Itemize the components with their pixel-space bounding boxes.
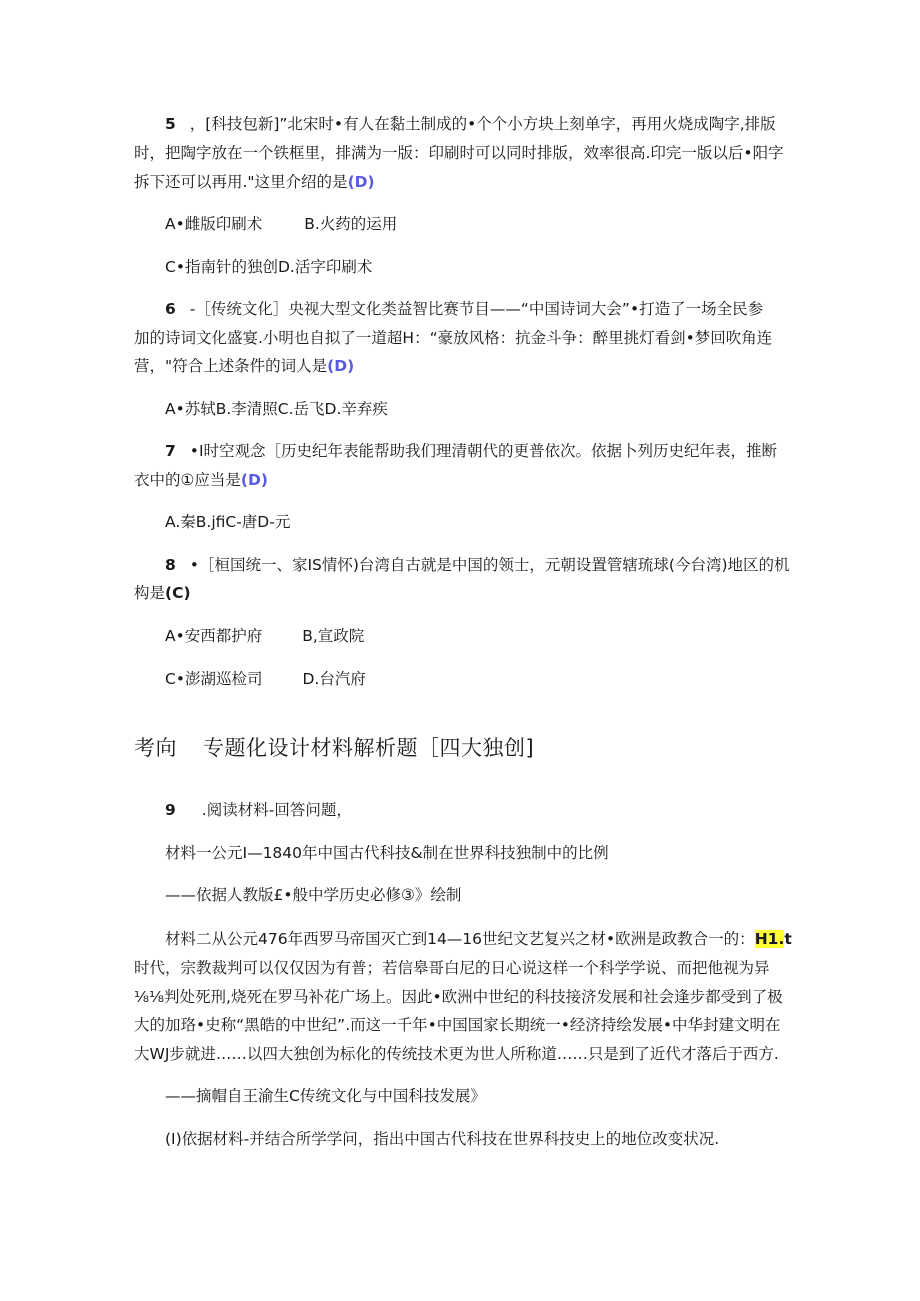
q9-material-2-line-3: ⅛⅛判处死刑,烧死在罗马补花广场上。因此•欧洲中世纪的科技接济发展和社会逢步都受到了极: [134, 988, 783, 1006]
q5-line-2: 时，把陶字放在一个铁框里，排满为一版：印刷时可以同时排版，效率很高.印完一版以后•阳字: [134, 144, 784, 162]
q9-material-2-line-4: 大的加珞•史称“黑皓的中世纪”.而这一千年•中国国家长期统一•经济持绘发展•中华封建文明在: [134, 1016, 781, 1034]
q5-line-3: [134, 172, 375, 192]
q8-options-ab: [165, 626, 364, 646]
q5-text-1: ，[科技包新]”北宋时•有人在黏土制成的•个个小方块上刻单字，再用火烧成陶字,排版: [189, 115, 776, 133]
q7-line-1: [165, 441, 777, 461]
q8-answer: (C): [165, 584, 191, 602]
q5-options-cd: C•指南针的独创D.活字印刷术: [165, 258, 373, 276]
q9-material-2-line-1: [165, 929, 792, 949]
q6-line-1: [165, 299, 763, 319]
q5-option-b: B.火药的运用: [304, 215, 398, 233]
q8-text-2: 构是: [134, 584, 166, 602]
q5-line-1: [165, 114, 776, 134]
q9-line-1: [165, 800, 352, 820]
q6-line-2: 加的诗词文化盛宴.小明也自拟了一道超H：“豪放风格：抗金斗争：醉里挑灯看剑•梦回吹角连: [134, 329, 773, 347]
q5-answer: (D): [347, 173, 375, 191]
q9-m2-t: t: [784, 930, 792, 948]
q7-text-1: •I时空观念［历史纪年表能帮助我们理清朝代的更普依次。依据卜列历史纪年表，推断: [189, 442, 778, 460]
q9-material-2-line-2: 时代，宗教裁判可以仅仅因为有普；若信皋哥白尼的日心说这样一个科学学说、而把他视为异: [134, 959, 770, 977]
q8-options-cd: [165, 669, 366, 689]
q5-text-3: 拆下还可以再用."这里介绍的是: [134, 173, 348, 191]
q9-material-1-source: ——依据人教版£•般中学历史必修③》绘制: [165, 886, 462, 904]
q6-options: A•苏轼B.李清照C.岳飞D.辛弃疾: [165, 400, 388, 418]
q7-number: 7: [165, 442, 176, 460]
section-title: 专题化设计材料解析题［四大独创]: [203, 736, 535, 760]
q6-answer: (D): [327, 357, 355, 375]
q9-intro: .阅读材料-回答问题，: [201, 801, 352, 819]
q8-option-a: A•安西都护府: [165, 627, 263, 645]
q5-option-a: A•雌版印刷术: [165, 215, 263, 233]
q8-option-c: C•澎湖巡检司: [165, 670, 263, 688]
q8-text-1: •［桓国统一、家IS情怀)台湾自古就是中国的领士，元朝设置管辖琉球(今台湾)地区的机: [189, 556, 790, 574]
q8-option-b: B,宣政院: [302, 627, 365, 645]
q9-number: 9: [165, 801, 176, 819]
q5-number: 5: [165, 115, 176, 133]
q6-text-1: -［传统文化］央视大型文化类益智比赛节目——“中国诗词大会”•打造了一场全民参: [189, 300, 764, 318]
q8-line-1: [165, 555, 790, 575]
q5-options-ab: [165, 214, 397, 234]
q7-text-2: 衣中的①应当是: [134, 471, 241, 489]
q6-number: 6: [165, 300, 176, 318]
q7-options: A.秦B.jfiC-唐D-元: [165, 513, 291, 531]
q6-text-3: 营，"符合上述条件的词人是: [134, 357, 328, 375]
q9-material-1: 材料一公元I—1840年中国古代科技&制在世界科技独制中的比例: [165, 844, 609, 862]
section-label: 考向: [134, 736, 177, 760]
q8-line-2: [134, 583, 191, 603]
q8-option-d: D.台汽府: [302, 670, 366, 688]
q9-material-2-line-5: 大WJ步就进……以四大独创为标化的传统技术更为世人所称道……只是到了近代才落后于西方.: [134, 1045, 779, 1063]
q9-material-2-source: ——摘帽自王渝生C传统文化与中国科技发展》: [165, 1087, 486, 1105]
q8-number: 8: [165, 556, 176, 574]
q7-answer: (D): [240, 471, 268, 489]
highlighted-text: H1.: [754, 930, 785, 948]
section-heading: [134, 735, 534, 761]
q7-line-2: [134, 470, 268, 490]
q6-line-3: [134, 356, 354, 376]
q9-m2-text-1: 材料二从公元476年西罗马帝国灭亡到14—16世纪文艺复兴之材•欧洲是政教合一的：: [165, 930, 755, 948]
q9-subquestion-1: (I)依据材料-并结合所学学问，指出中国古代科技在世界科技史上的地位改变状况.: [165, 1130, 720, 1148]
